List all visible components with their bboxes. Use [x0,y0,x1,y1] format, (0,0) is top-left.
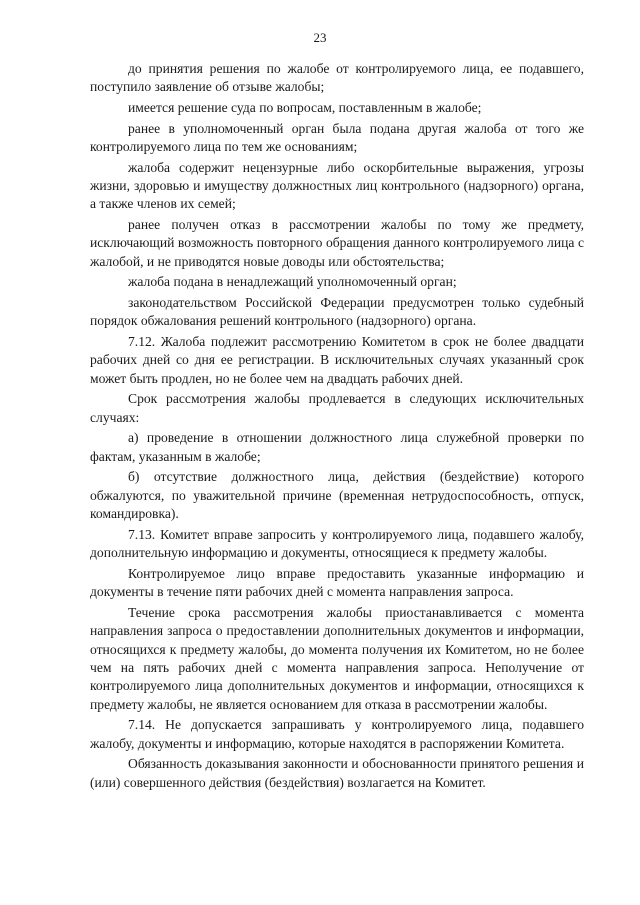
paragraph: Обязанность доказывания законности и обоснованности принятого решения и (или) совершенного действия (бездействия) возлагается на Комитет. [90,756,584,790]
paragraph: б) отсутствие должностного лица, действия (бездействие) которого обжалуются, по уважительной причине (временная нетрудоспособность, отпуск, командировка). [90,469,584,522]
paragraph: Срок рассмотрения жалобы продлевается в следующих исключительных случаях: [90,391,584,425]
paragraph: законодательством Российской Федерации предусмотрен только судебный порядок обжалования решений контрольного (надзорного) органа. [90,295,584,329]
paragraph: а) проведение в отношении должностного лица служебной проверки по фактам, указанным в жалобе; [90,430,584,464]
paragraph: ранее в уполномоченный орган была подана другая жалоба от того же контролируемого лица по тем же основаниям; [90,120,584,154]
paragraph: имеется решение суда по вопросам, поставленным в жалобе; [128,100,482,115]
paragraph: 7.12. Жалоба подлежит рассмотрению Комитетом в срок не более двадцати рабочих дней со дня ее регистрации. В исключительных случаях указанный срок может быть продлен, но не более чем на двадцать рабочих дней. [90,334,584,386]
document-body [90,60,584,794]
page-number: 23 [313,30,327,45]
paragraph: 7.13. Комитет вправе запросить у контролируемого лица, подавшего жалобу, дополнительную информацию и документы, относящиеся к предмету жалобы. [90,526,584,561]
paragraph: до принятия решения по жалобе от контролируемого лица, ее подавшего, поступило заявление об отзыве жалобы; [90,61,584,95]
paragraph: Контролируемое лицо вправе предоставить указанные информацию и документы в течение пяти рабочих дней с момента направления запроса. [90,565,584,600]
paragraph: ранее получен отказ в рассмотрении жалобы по тому же предмету, исключающий возможность повторного обращения данного контролируемого лица с жалобой, и не приводятся новые доводы или обстоятельства; [90,217,584,269]
paragraph: жалоба содержит нецензурные либо оскорбительные выражения, угрозы жизни, здоровью и имуществу должностных лиц контрольного (надзорного) органа, а также членов их семей; [90,159,584,212]
paragraph: жалоба подана в ненадлежащий уполномоченный орган; [128,274,457,290]
paragraph: 7.14. Не допускается запрашивать у контролируемого лица, подавшего жалобу, документы и информацию, которые находятся в распоряжении Комитета. [90,717,584,751]
paragraph: Течение срока рассмотрения жалобы приостанавливается с момента направления запроса о предоставлении дополнительных документов и информации, относящихся к предмету жалобы, до момента получения их Комитетом, но не более чем на пять рабочих дней с момента направления запроса. Неполучение от контролируемого лица дополнительных документов и информации, относящихся к предмету жалобы, не является основанием для отказа в рассмотрении жалобы. [90,604,584,712]
